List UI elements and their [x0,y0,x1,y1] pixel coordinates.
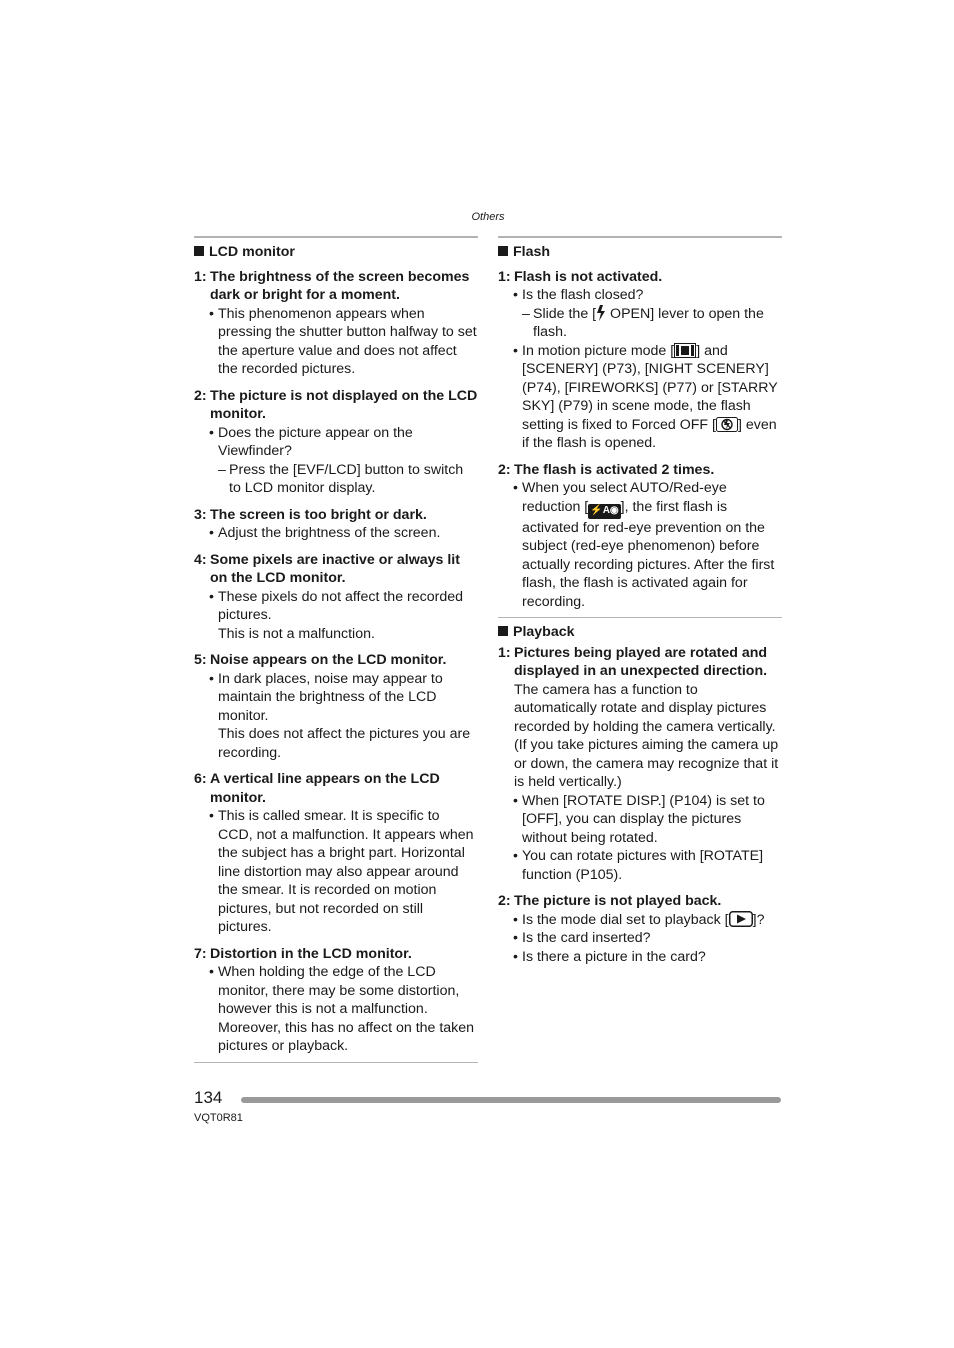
answer-bullet: • Does the picture appear on the Viewfinder? [209,424,413,459]
flash-off-icon [716,417,738,432]
answer-bullet: • Is there a picture in the card? [513,948,706,965]
answer-bullet: • Is the card inserted? [513,930,651,946]
question-5: 5: Noise appears on the LCD monitor. [194,652,447,668]
running-header: Others [471,211,505,223]
question-6: 6: A vertical line appears on the LCD monitor. [194,771,440,806]
answer-bullet: • When [ROTATE DISP.] (P104) is set to [OFF], you can display the pictures without being rotated. [513,792,765,846]
section-title: LCD monitor [194,243,478,262]
question-1: 1: Flash is not activated. [498,268,663,285]
question-3: 3: The screen is too bright or dark. [194,506,427,523]
square-bullet-icon [498,246,508,256]
section-title: Playback [498,623,782,642]
square-bullet-icon [194,246,204,256]
question-1: 1: The brightness of the screen becomes dark or bright for a moment. [194,268,470,303]
answer-paragraph: (If you take pictures aiming the camera up or down, the camera may recognize that it is held vertically.) [514,737,779,790]
bottom-rule [194,1062,478,1063]
question-2: 2: The flash is activated 2 times. [498,461,715,478]
answer-bullet: • Is the mode dial set to playback [ ]? [513,911,765,928]
question-7: 7: Distortion in the LCD monitor. [194,945,412,962]
answer-bullet: • In motion picture mode [ ] and [SCENERY] (P73), [NIGHT SCENERY] (P74), [FIREWORKS] (P77) or [STARRY SKY] (P79) in scene mode, the flash setting is fixed to Forced OFF [ ] even if the flash is opened. [513,342,778,451]
section-title: Flash [498,243,782,262]
question-2: 2: The picture is not played back. [498,893,722,909]
page-number: 134 [194,1088,223,1107]
answer-dash: – Slide the [ OPEN] lever to open the flash. [522,305,764,340]
answer-dash: – Press the [EVF/LCD] button to switch to LCD monitor display. [218,461,464,496]
top-rule [194,236,478,238]
footer-bar [241,1097,781,1103]
answer-bullet: • This phenomenon appears when pressing the shutter button halfway to set the aperture value and does not affect the recorded pictures. [209,305,477,377]
answer-paragraph: The camera has a function to automatically rotate and display pictures recorded by holding the camera vertically. [514,681,776,735]
answer-bullet: • This is called smear. It is specific to CCD, not a malfunction. It appears when the subject has a bright part. Horizontal line distortion may also appear around the smear. It is recorded on motion pictures, but not recorded on still pictures. [209,808,474,935]
flash-icon [596,305,606,321]
question-4: 4: Some pixels are inactive or always lit on the LCD monitor. [194,551,460,586]
auto-red-eye-icon: ⚡A◉ [588,504,620,519]
flash-playback-section [498,236,782,966]
motion-picture-icon [674,343,696,358]
answer-bullet: • When holding the edge of the LCD monitor, there may be some distortion, however this is not a malfunction. Moreover, this has no affect on the taken pictures or playback. [209,964,475,1054]
question-2: 2: The picture is not displayed on the LCD monitor. [194,387,478,422]
answer-bullet: • Is the flash closed? [513,287,644,303]
answer-bullet: • You can rotate pictures with [ROTATE] function (P105). [513,848,764,883]
answer-bullet: • These pixels do not affect the recorded pictures. [209,588,464,623]
answer-bullet: • In dark places, noise may appear to maintain the brightness of the LCD monitor. [209,670,443,724]
document-code: VQT0R81 [194,1112,243,1124]
top-rule [498,236,782,238]
answer-bullet: • Adjust the brightness of the screen. [209,525,441,541]
answer-paragraph: This is not a malfunction. [218,625,375,642]
section-divider [498,617,782,618]
question-1: 1: Pictures being played are rotated and displayed in an unexpected direction. [498,644,768,679]
lcd-monitor-section [194,236,478,1063]
square-bullet-icon [498,626,508,636]
answer-bullet: • When you select AUTO/Red-eye reduction [ ⚡A◉ ], the first flash is activated for red-eye prevention on the subject (red-eye phenomenon) before actually recording pictures. After the first flash, the flash is activated again for recording. [513,480,775,610]
answer-paragraph: This does not affect the pictures you are recording. [218,726,471,761]
playback-icon [729,911,753,927]
